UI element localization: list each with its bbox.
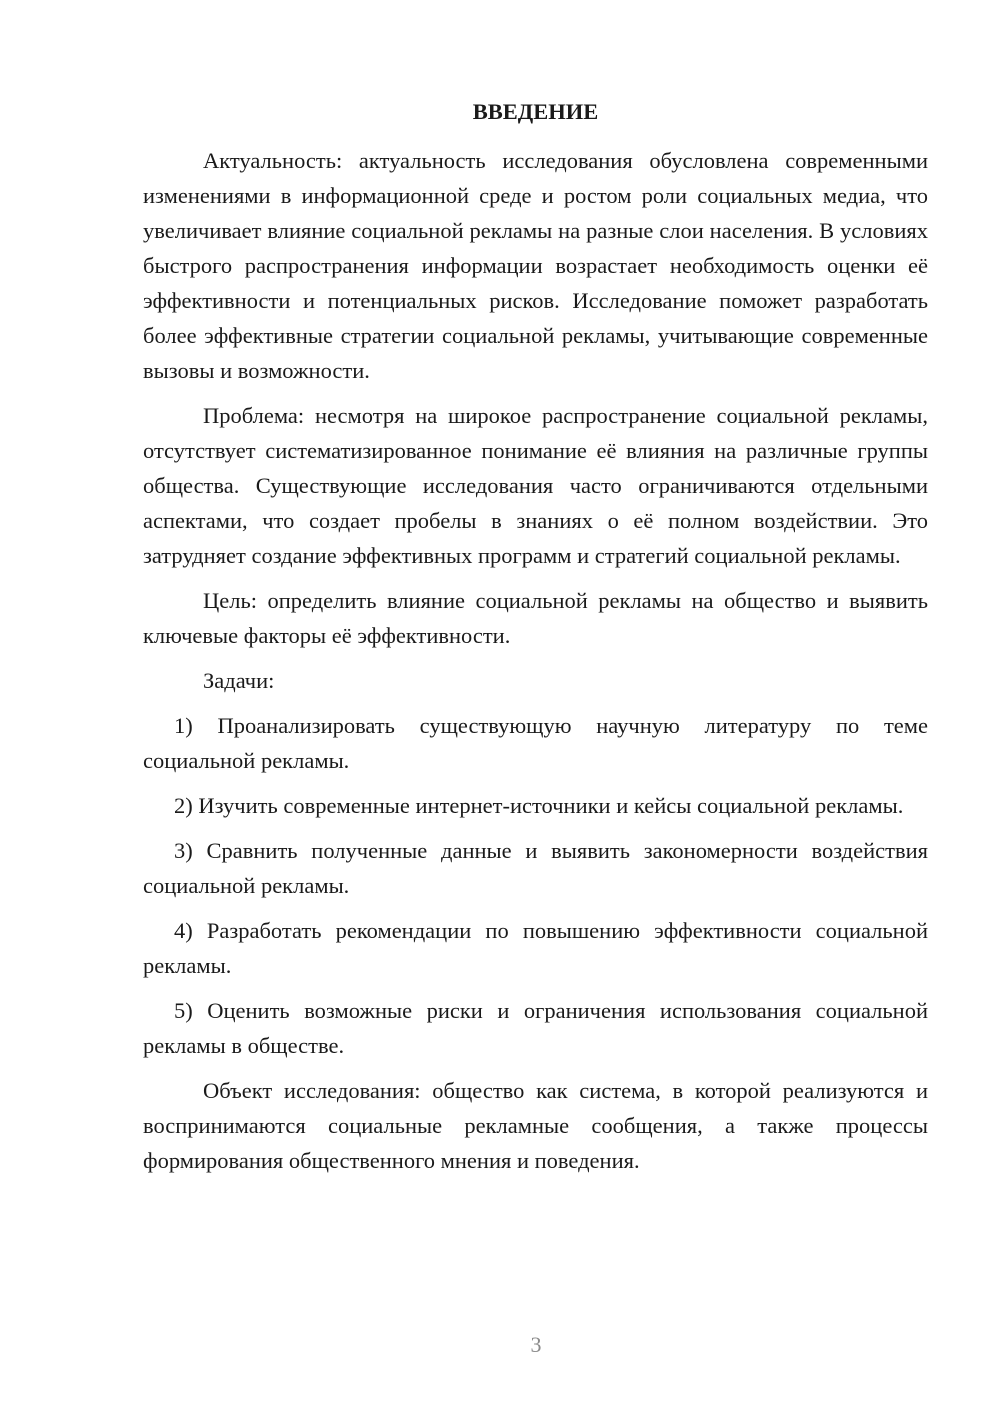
- problem-paragraph: Проблема: несмотря на широкое распространение социальной рекламы, отсутствует систематизированное понимание её влияния на различные группы общества. Существующие исследования часто ограничиваются отдельными аспектами, что создает пробелы в знаниях о её полном воздействии. Это затрудняет создание эффективных программ и стратегий социальной рекламы.: [143, 403, 928, 568]
- goal-paragraph: Цель: определить влияние социальной рекламы на общество и выявить ключевые факторы её эффективности.: [143, 588, 928, 648]
- task-item-5: 5) Оценить возможные риски и ограничения использования социальной рекламы в обществе.: [143, 998, 928, 1058]
- task-item-4: 4) Разработать рекомендации по повышению эффективности социальной рекламы.: [143, 918, 928, 978]
- task-item-1: 1) Проанализировать существующую научную литературу по теме социальной рекламы.: [143, 713, 928, 773]
- tasks-label: Задачи:: [203, 668, 275, 693]
- task-item-3: 3) Сравнить полученные данные и выявить закономерности воздействия социальной рекламы.: [143, 838, 928, 898]
- task-item-2: 2) Изучить современные интернет-источники и кейсы социальной рекламы.: [174, 793, 904, 818]
- relevance-paragraph: Актуальность: актуальность исследования обусловлена современными изменениями в информационной среде и ростом роли социальных медиа, что увеличивает влияние социальной рекламы на разные слои населения. В условиях быстрого распространения информации возрастает необходимость оценки её эффективности и потенциальных рисков. Исследование поможет разработать более эффективные стратегии социальной рекламы, учитывающие современные вызовы и возможности.: [143, 148, 928, 383]
- page-number: 3: [530, 1332, 542, 1357]
- page-content: [143, 94, 928, 1188]
- object-paragraph: Объект исследования: общество как система, в которой реализуются и воспринимаются социальные рекламные сообщения, а также процессы формирования общественного мнения и поведения.: [143, 1078, 928, 1173]
- section-title: ВВЕДЕНИЕ: [472, 99, 599, 124]
